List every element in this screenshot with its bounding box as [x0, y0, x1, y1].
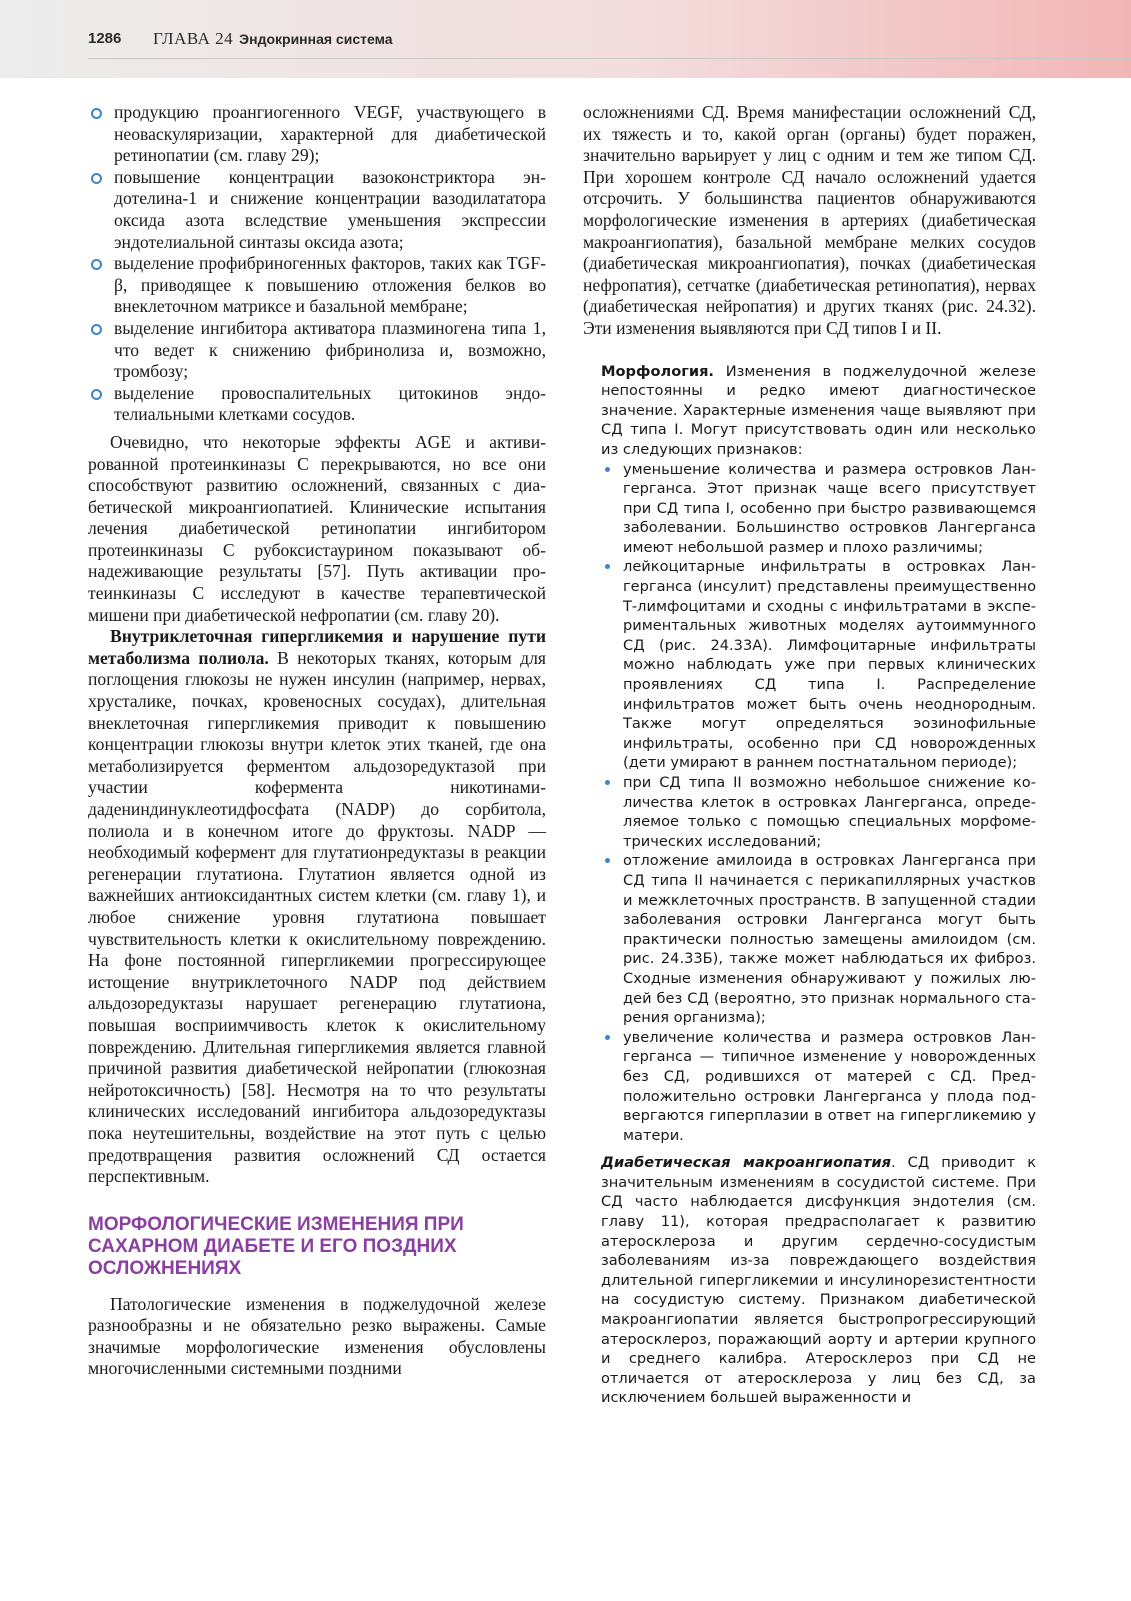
chapter-label — [153, 29, 393, 49]
page-number: 1286 — [88, 30, 122, 47]
chapter-title: Эндокринная система — [239, 31, 393, 47]
paragraph: Очевидно, что некоторые эффекты AGE и активированной протеинкиназы С перекрываются, но все они способствуют развитию осложнений, связанных с диабетической микроангиопатией. Клинические испытания лечения диабетической ретинопатии ингибитором протеинкиназы С рубоксистаурином показывают обнадеживающие результаты [57]. Путь активации протеинкиназы С исследуют в качестве терапевтической мишени при диабетической нефропатии (см. главу 20). — [88, 431, 546, 625]
page-header — [0, 0, 1131, 78]
list-item — [601, 1028, 1036, 1146]
list-item-text: выделение профибриногенных факторов, таких как TGF-β, приводящее к повышению отложения белков во внеклеточном матриксе и базальной мембране; — [114, 253, 546, 317]
chapter-number: ГЛАВА 24 — [153, 29, 234, 48]
header-divider — [88, 58, 1131, 59]
paragraph: Патологические изменения в поджелудочной железе разнообразны и не обязательно резко выражены. Самые значимые морфологические изменения обусловлены многочисленными системными поздними — [88, 1293, 546, 1379]
list-item — [88, 102, 546, 167]
list-item-text: выделение провоспалительных цитокинов эндотелиальными клетками сосудов. — [114, 382, 546, 425]
paragraph-text: . СД приводит к значительным изменениям в сосудистой системе. При СД часто наблюдается дисфункция эндотелия (см. главу 11), которая предрасполагает к развитию атеросклероза и другим сердечно-сосудистым заболеваниям из-за повреждающего воздействия длительной гипергликемии и инсулинорезистентности на сосудистую систему. Признаком диабетической макроангиопатии является быстропрогрессирующий атеросклероз, поражающий аорту и артерии крупного и среднего калибра. Атеросклероз при СД не отличается от атеросклероза у лиц без СД, за исключением большей выраженности и — [601, 1154, 1037, 1407]
run-in-heading: Внутриклеточная гипергликемия и нарушение пути метаболизма полиола. — [88, 626, 546, 668]
list-item — [88, 383, 546, 426]
bullet-icon — [605, 858, 610, 863]
right-column — [583, 102, 1036, 1408]
list-item-text: при СД типа II возможно небольшое снижение количества клеток в островках Лангерганса, определяемое только с помощью специальных морфометрических исследований; — [623, 774, 1036, 850]
list-item-text: продукцию проангиогенного VEGF, участвующего в неоваскуляризации, характерной для диабетической ретинопатии (см. главу 29); — [114, 102, 546, 166]
bullet-icon — [91, 389, 102, 400]
paragraph-text: В некоторых тканях, которым для поглощения глюкозы не нужен инсулин (например, нервах, хрусталике, почках, кровеносных сосудах), длительная внеклеточная гипергликемия приводит к повышению концентрации глюкозы внутри клеток этих тканей, где она метаболизируется ферментом альдозоредуктазой при участии кофермента никотинамидадениндинуклеотидфосфата (NADP) до сорбитола, полиола и в конечном итоге до фруктозы. NADP — необходимый кофермент для глутатионредуктазы в реакции регенерации глутатиона. Глутатион является одной из важнейших антиоксидантных систем клетки (см. главу 1), и любое снижение уровня глутатиона повышает чувствительность клетки к окислительному повреждению. На фоне постоянной гипергликемии прогрессирующее истощение внутриклеточного NADP под действием альдозоредуктазы нарушает регенерацию глутатиона, повышая восприимчивость клеток к окислительному повреждению. Длительная гипергликемия является главной причиной развития диабетической нейропатии (глюкозная нейротоксичность) [58]. Несмотря на то что результаты клинических исследований ингибитора альдозоредуктазы пока неутешительны, воздействие на этот путь с целью предотвращения развития осложнений СД остается перспективным. — [88, 647, 546, 1187]
subsection-heading: Диабетическая макроангиопатия — [601, 1154, 891, 1172]
paragraph: осложнениями СД. Время манифестации осложнений СД, их тяжесть и то, какой орган (органы) будет поражен, значительно варьирует у лиц с одним и тем же типом СД. При хорошем контроле СД начало осложнений удается отсрочить. У большинства пациентов обнаруживаются морфологические изменения в артериях (диабетическая макроангиопатия), базальной мембране мелких сосудов (диабетическая микроангиопатия), почках (диабетическая нефропатия), сетчатке (диабетическая ретинопатия), нервах (диабетическая нейропатия) и других тканях (рис. 24.32). Эти изменения выявляются при СД типов I и II. — [583, 102, 1036, 338]
list-item-text: уменьшение количества и размера островков Лангерганса. Этот признак чаще всего присутствует при СД типа I, особенно при быстро развивающемся заболевании. Большинство островков Лангерганса имеют небольшой размер и плохо различимы; — [623, 460, 1036, 556]
bullet-icon — [605, 564, 610, 569]
macroangiopathy-paragraph — [601, 1153, 1036, 1408]
list-item — [601, 851, 1036, 1027]
list-item-text: повышение концентрации вазоконстриктора эндотелина-1 и снижение концентрации вазодилататора оксида азота вследствие уменьшения экспрессии эндотелиальной синтазы оксида азота; — [114, 166, 546, 252]
bullet-icon — [91, 173, 102, 184]
list-item — [601, 557, 1036, 773]
left-column — [88, 102, 546, 1380]
box-intro-text: Изменения в поджелудочной железе непостоянны и редко имеют диагностическое значение. Характерные изменения чаще выявляют при СД типа I. Могут присутствовать один или несколько из следующих признаков: — [601, 362, 1036, 458]
list-item-text: выделение ингибитора активатора плазминогена типа 1, что ведет к снижению фибринолиза и, возможно, тромбозу; — [114, 317, 546, 382]
bullet-icon — [605, 780, 610, 785]
bullet-icon — [91, 324, 102, 335]
bullet-icon — [91, 108, 102, 119]
list-item — [601, 460, 1036, 558]
bullet-icon — [605, 1035, 610, 1040]
list-item — [88, 167, 546, 253]
list-item-text: отложение амилоида в островках Лангерганса при СД типа II начинается с перикапиллярных участков и межклеточных пространств. В запущенной стадии заболевания островки Лангерганса могут быть практически полностью замещены амилоидом (см. рис. 24.33Б), также может наблюдаться их фиброз. Сходные изменения обнаруживают у пожилых людей без СД (вероятно, это признак нормального старения организма); — [623, 852, 1036, 1027]
section-heading: МОРФОЛОГИЧЕСКИЕ ИЗМЕНЕНИЯ ПРИ САХАРНОМ ДИАБЕТЕ И ЕГО ПОЗДНИХ ОСЛОЖНЕНИЯХ — [88, 1213, 464, 1279]
list-item-text: увеличение количества и размера островков Лангерганса — типичное изменение у новорожденных без СД, родившихся от матерей с СД. Предположительно островки Лангерганса у плода подвергаются гиперплазии в ответ на гипергликемию у матери. — [623, 1028, 1036, 1144]
list-item — [88, 253, 546, 318]
list-item — [601, 773, 1036, 851]
box-lead: Морфология. — [601, 362, 714, 380]
bullet-icon — [91, 259, 102, 270]
bullet-icon — [605, 467, 610, 472]
list-item — [88, 318, 546, 383]
morphology-box — [583, 362, 1036, 1408]
list-item-text: лейкоцитарные инфильтраты в островках Лангерганса (инсулит) представлены преимущественно Т-лимфоцитами и сходны с инфильтратами в экспериментальных животных моделях аутоиммунного СД (рис. 24.33А). Лимфоцитарные инфильтраты можно наблюдать уже при первых клинических проявлениях СД типа I. Распределение инфильтратов может быть очень неоднородным. Также могут определяться эозинофильные инфильтраты, особенно при СД новорожденных (дети умирают в раннем постнатальном периоде); — [623, 558, 1036, 772]
box-intro — [601, 362, 1036, 460]
bullet-list — [88, 102, 546, 426]
paragraph — [88, 626, 546, 1187]
box-bullet-list — [601, 460, 1036, 1146]
